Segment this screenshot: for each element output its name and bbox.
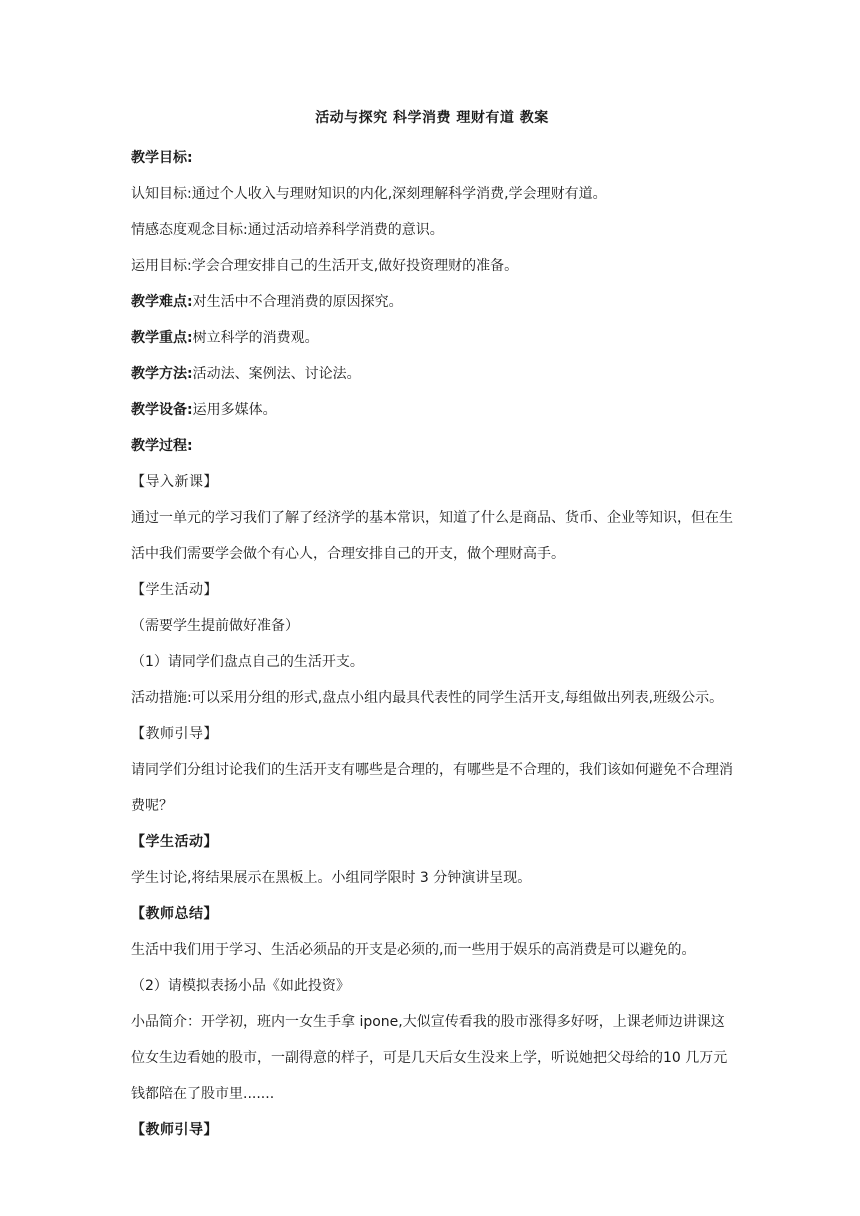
- activity-item-2: （2）请模拟表扬小品《如此投资》: [131, 978, 350, 994]
- objective-application: 运用目标:学会合理安排自己的生活开支,做好投资理财的准备。: [131, 258, 519, 274]
- skit-description: 小品简介：开学初，班内一女生手拿 ipone,大似宣传看我的股市涨得多好呀，上课老师边讲课这位女生边看她的股市，一副得意的样子，可是几天后女生没来上学，听说她把父母给的10 几万元钱都陪在了股市里.......: [131, 1014, 728, 1102]
- activity-measures: 活动措施:可以采用分组的形式,盘点小组内最具代表性的同学生活开支,每组做出列表,班级公示。: [131, 690, 724, 706]
- activity-item-1: （1）请同学们盘点自己的生活开支。: [131, 654, 364, 670]
- intro-paragraph: 通过一单元的学习我们了解了经济学的基本常识，知道了什么是商品、货币、企业等知识，但在生活中我们需要学会做个有心人，合理安排自己的开支，做个理财高手。: [131, 510, 733, 562]
- student-discussion-paragraph: 学生讨论,将结果展示在黑板上。小组同学限时 3 分钟演讲呈现。: [131, 870, 532, 886]
- equipment-text: 运用多媒体。: [192, 402, 277, 418]
- difficulty-label: 教学难点:: [131, 294, 193, 310]
- objective-cognitive: 认知目标:通过个人收入与理财知识的内化,深刻理解科学消费,学会理财有道。: [131, 186, 607, 202]
- focus-line: [131, 320, 733, 356]
- method-line: [131, 356, 733, 392]
- section-teacher-summary-heading: 【教师总结】: [131, 906, 218, 922]
- section-student-activity-heading: 【学生活动】: [131, 582, 218, 598]
- focus-text: 树立科学的消费观。: [192, 330, 319, 346]
- document-title: 活动与探究 科学消费 理财有道 教案: [315, 110, 549, 126]
- objectives-heading: 教学目标:: [131, 150, 193, 166]
- teacher-guide-paragraph: 请同学们分组讨论我们的生活开支有哪些是合理的，有哪些是不合理的，我们该如何避免不合理消费呢？: [131, 762, 733, 814]
- document-body: [131, 108, 733, 1148]
- section-student-activity-2-heading: 【学生活动】: [131, 834, 218, 850]
- method-label: 教学方法:: [131, 366, 193, 382]
- summary-paragraph: 生活中我们用于学习、生活必须品的开支是必须的,而一些用于娱乐的高消费是可以避免的。: [131, 942, 696, 958]
- section-teacher-guide-2-heading: 【教师引导】: [131, 1122, 218, 1138]
- equipment-label: 教学设备:: [131, 402, 193, 418]
- objective-affective: 情感态度观念目标:通过活动培养科学消费的意识。: [131, 222, 444, 238]
- section-intro-heading: 【导入新课】: [131, 474, 218, 490]
- equipment-line: [131, 392, 733, 428]
- process-heading: 教学过程:: [131, 438, 193, 454]
- method-text: 活动法、案例法、讨论法。: [192, 366, 361, 382]
- difficulty-line: [131, 284, 733, 320]
- focus-label: 教学重点:: [131, 330, 193, 346]
- section-teacher-guide-heading: 【教师引导】: [131, 726, 218, 742]
- preparation-note: （需要学生提前做好准备）: [131, 618, 299, 634]
- difficulty-text: 对生活中不合理消费的原因探究。: [192, 294, 403, 310]
